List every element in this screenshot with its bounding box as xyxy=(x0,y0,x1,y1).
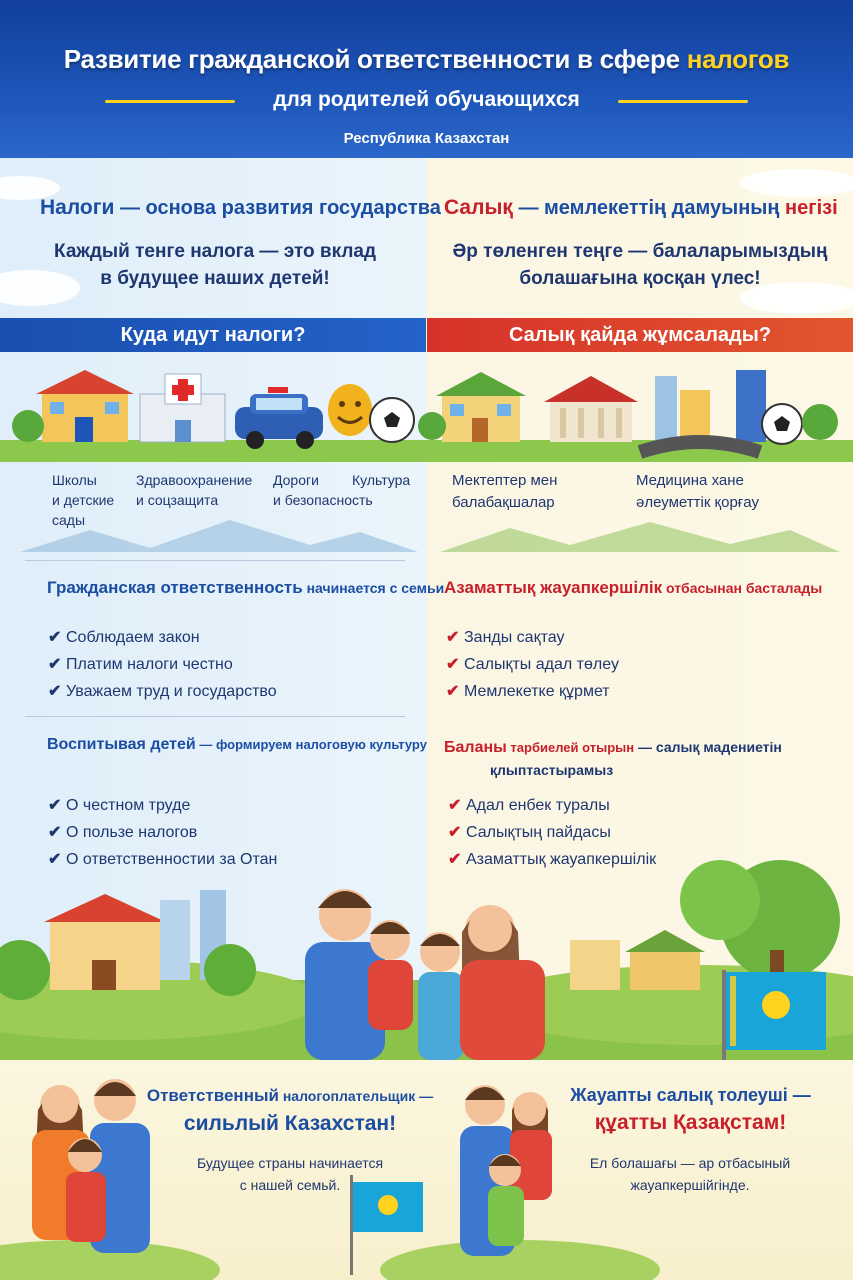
list-item: ✔ Мемлекетке құрмет xyxy=(446,678,619,705)
check-icon: ✔ xyxy=(446,629,460,646)
left-heading-rest: — основа развития государства xyxy=(114,197,441,219)
check-icon: ✔ xyxy=(48,629,62,646)
check-icon: ✔ xyxy=(448,797,462,814)
list-item: ✔ Азаматтық жауапкершілік xyxy=(448,846,656,873)
police-car-icon xyxy=(235,387,323,449)
check-icon: ✔ xyxy=(448,824,462,841)
band-where-taxes-go-kz: Салық қайда жұмсалады? xyxy=(427,318,853,352)
family-left-icon xyxy=(32,1079,150,1253)
left-family-list xyxy=(48,624,277,705)
divider xyxy=(25,560,405,561)
check-icon: ✔ xyxy=(446,683,460,700)
caption-schools: Школы и детские сады xyxy=(52,472,115,528)
right-heading-main: Салық xyxy=(444,196,513,219)
check-icon: ✔ xyxy=(48,683,62,700)
list-item: ✔ Салықты адал төлеу xyxy=(446,651,619,678)
right-quote xyxy=(440,238,840,292)
left-quote xyxy=(20,238,410,292)
bottom-left-subtitle: Будущее страны начинается с нашей семьй. xyxy=(196,1155,384,1193)
bottom-right-subtitle: Ел болашағы — ар отбасыный жауапкершійгінде. xyxy=(589,1155,791,1193)
band-where-taxes-go: Куда идут налоги? xyxy=(0,318,426,352)
caption-schools-kz: Мектептер мен балабақшалар xyxy=(452,472,558,511)
hospital-icon xyxy=(140,374,225,442)
check-icon: ✔ xyxy=(446,656,460,673)
check-icon: ✔ xyxy=(48,656,62,673)
right-family-heading: Азаматтық жауапкершілік отбасынан басталады xyxy=(444,578,823,597)
page-title xyxy=(0,44,853,75)
left-heading-main: Налоги xyxy=(40,196,115,219)
soccer-ball-icon xyxy=(370,398,414,442)
family-right-icon xyxy=(460,1085,552,1256)
tax-uses-illustration xyxy=(0,362,853,462)
list-item: ✔ Адал енбек туралы xyxy=(448,792,656,819)
list-item: ✔ Уважаем труд и государство xyxy=(48,678,277,705)
check-icon: ✔ xyxy=(48,797,62,814)
right-heading xyxy=(444,196,838,220)
kindergarten-icon xyxy=(436,372,526,442)
right-heading-rest: — мемлекеттің дамуының xyxy=(512,197,786,219)
right-quote-line2: болашағына қосқан үлес! xyxy=(519,268,761,289)
theater-mask-icon xyxy=(328,384,372,436)
left-family-heading: Гражданская ответственность начинается с семьи xyxy=(47,578,445,597)
bottom-section xyxy=(0,1060,853,1280)
list-item: ✔ Соблюдаем закон xyxy=(48,624,277,651)
left-culture-heading: Воспитывая детей — формируем налоговую культуру xyxy=(47,736,427,753)
divider xyxy=(25,716,405,717)
list-item: ✔ Платим налоги честно xyxy=(48,651,277,678)
page-subtitle: для родителей обучающихся xyxy=(273,88,580,111)
list-item: ✔ О честном труде xyxy=(48,792,277,819)
header-banner xyxy=(0,0,853,158)
list-item: ✔ О ответственностии за Отан xyxy=(48,846,277,873)
caption-medicine-kz: Медицина хане әлеуметтік қорғау xyxy=(636,472,759,511)
left-quote-line2: в будущее наших детей! xyxy=(100,268,330,289)
family-scene-illustration xyxy=(0,860,853,1060)
caption-roads: Дороги и безопасность xyxy=(273,472,373,508)
kazakhstan-flag-icon xyxy=(722,970,826,1060)
soccer-ball-icon-right xyxy=(762,404,802,444)
right-quote-line1: Әр төленген теңге — балаларымыздың xyxy=(452,241,828,262)
school-building-icon xyxy=(44,894,166,990)
title-highlight: налогов xyxy=(686,44,790,74)
right-family-list xyxy=(446,624,619,705)
list-item: ✔ О пользе налогов xyxy=(48,819,277,846)
check-icon: ✔ xyxy=(48,851,62,868)
check-icon: ✔ xyxy=(448,851,462,868)
caption-culture: Культура xyxy=(352,472,411,488)
country-label: Республика Казахстан xyxy=(343,130,510,147)
check-icon: ✔ xyxy=(48,824,62,841)
family-icon xyxy=(305,889,545,1060)
list-item: ✔ Салықтың пайдасы xyxy=(448,819,656,846)
school-icon xyxy=(36,370,134,442)
title-text: Развитие гражданской ответственности в сфере xyxy=(63,44,687,74)
list-item: ✔ Занды сақтау xyxy=(446,624,619,651)
mountains-decoration xyxy=(0,510,853,555)
bottom-right-title: Жауапты салық толеуші — құатты Қазақстам! xyxy=(570,1085,811,1134)
left-quote-line1: Каждый тенге налога — это вклад xyxy=(53,241,377,262)
museum-icon xyxy=(544,376,638,442)
bottom-left-title: Ответственный налогоплательщик — сильлый Казахстан! xyxy=(146,1086,434,1135)
caption-healthcare: Здравоохранение и соцзащита xyxy=(136,472,253,508)
left-heading xyxy=(40,196,441,220)
city-buildings-icon xyxy=(640,370,766,452)
right-culture-heading: Баланы тарбиелей отырын — салық мадениетін қлыптастырамыз xyxy=(444,739,782,778)
right-heading-end: негізі xyxy=(785,197,838,219)
